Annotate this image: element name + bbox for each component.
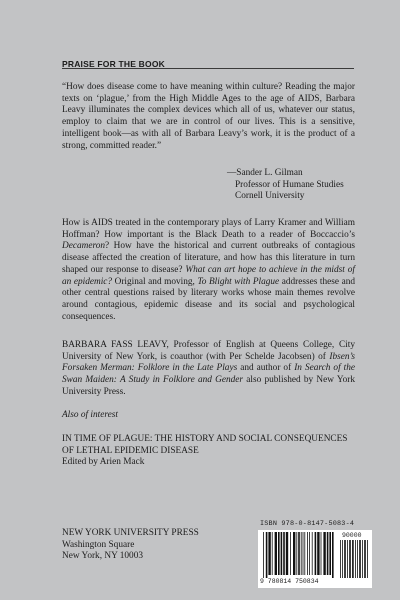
- barcode-bar: [315, 532, 317, 575]
- related-book-title: IN TIME OF PLAGUE: THE HISTORY AND SOCIAL CONSEQUENCES OF LETHAL EPIDEMIC DISEASE: [62, 434, 348, 456]
- isbn-label: ISBN 978-0-8147-5083-4: [260, 520, 355, 528]
- barcode-main-digits: 9 780814 750834: [260, 578, 319, 585]
- publisher-address-line2: New York, NY 10003: [62, 551, 144, 562]
- heading-rule: [62, 68, 354, 69]
- bio-book-title: Ibsen’s Forsaken Merman: Folklore in the Late Plays: [62, 351, 355, 374]
- praise-quote: “How does disease come to have meaning within culture? Reading the major texts on ‘plague,’ from the High Middle Ages to the age of AIDS, Barbara Leavy illuminates the complex devices which all of us, whatever our status, employ to claim that we are in control of our lives. This is a sensitive, intelligent book—as with all of Barbara Leavy’s work, it is the product of a strong, committed reader.”: [62, 82, 355, 151]
- barcode-bar: [293, 532, 295, 575]
- barcode-addon-bar: [344, 540, 346, 578]
- barcode-bar: [268, 532, 270, 575]
- publisher-name: NEW YORK UNIVERSITY PRESS: [62, 528, 199, 538]
- barcode-bar: [304, 532, 305, 575]
- barcode-bar: [275, 532, 277, 575]
- barcode-addon-digits: 90000: [342, 532, 362, 539]
- barcode-digits: [260, 532, 370, 585]
- barcode-addon-bar: [362, 540, 363, 578]
- book-title: To Blight with Plague: [197, 276, 280, 287]
- barcode-bar: [296, 532, 297, 575]
- author-bio: [62, 340, 355, 399]
- barcode-bar: [286, 532, 288, 575]
- related-book: [62, 434, 355, 469]
- barcode-bar: [332, 532, 334, 578]
- barcode-addon-bar: [359, 540, 361, 578]
- related-book-editor: Edited by Arien Mack: [62, 457, 145, 468]
- barcode-bar: [327, 532, 329, 575]
- barcode-bar: [272, 532, 273, 575]
- bio-text: and author of: [237, 363, 295, 374]
- barcode-addon-bar: [342, 540, 343, 578]
- publisher-block: [62, 528, 242, 563]
- barcode-bar: [323, 532, 325, 575]
- decameron-title: Decameron: [62, 241, 106, 252]
- barcode-bar: [266, 532, 268, 578]
- quote-attribution: [227, 168, 367, 203]
- barcode-addon-bar: [355, 540, 356, 578]
- barcode-addon-bar: [367, 540, 368, 578]
- barcode-bar: [312, 532, 313, 575]
- barcode-addon-bar: [347, 540, 348, 578]
- barcode-bar: [290, 532, 291, 575]
- description-text: addresses these and other central questions raised by literary works whose main themes revolve around contagious, epidemic disease and its social and psychological consequences.: [62, 276, 356, 322]
- barcode-addon-bar: [349, 540, 351, 578]
- description-question: What can art hope to achieve in the midst of an epidemic?: [62, 264, 355, 287]
- attribution-institution: Cornell University: [235, 191, 305, 202]
- barcode-bar: [278, 532, 280, 575]
- barcode-bar: [283, 532, 285, 575]
- barcode-bar: [281, 532, 283, 575]
- description-text: Original and moving,: [112, 276, 198, 287]
- barcode-addon-bar: [340, 540, 341, 578]
- bio-text: also published by New York University Press.: [62, 375, 355, 397]
- barcode-addon-bar: [357, 540, 358, 578]
- also-of-interest-label: Also of interest: [62, 410, 118, 420]
- attribution-position: Professor of Humane Studies: [235, 179, 344, 190]
- description-text: How is AIDS treated in the contemporary plays of Larry Kramer and William Hoffman? How important is the Black Death to a reader of Boccaccio’s: [62, 218, 355, 240]
- barcode-bar: [329, 532, 331, 575]
- barcode-addon-bar: [364, 540, 366, 578]
- barcode-addon-bar: [352, 540, 354, 578]
- barcode-bar: [321, 532, 322, 575]
- barcode-bar: [309, 532, 310, 575]
- barcode-bar: [317, 532, 319, 575]
- bio-book-title: In Search of the Swan Maiden: A Study in Folklore and Gender: [62, 363, 356, 386]
- praise-heading: PRAISE FOR THE BOOK: [62, 59, 165, 69]
- barcode-bar: [303, 532, 304, 575]
- book-description: [62, 218, 355, 323]
- bio-text: BARBARA FASS LEAVY, Professor of English at Queens College, City University of New York, is coauthor (with Per Schelde Jacobsen) of: [62, 340, 355, 362]
- barcode-bar: [298, 532, 300, 575]
- attribution-name: —Sander L. Gilman: [227, 168, 303, 178]
- description-text: ? How have the historical and current outbreaks of contagious disease affected the creation of literature, and how has this literature in turn shaped our response to disease?: [62, 241, 355, 275]
- publisher-address-line1: Washington Square: [62, 539, 135, 550]
- barcode-bar: [263, 532, 264, 578]
- barcode-bar: [307, 532, 308, 575]
- barcode-bar: [301, 532, 302, 575]
- barcode: [258, 530, 372, 588]
